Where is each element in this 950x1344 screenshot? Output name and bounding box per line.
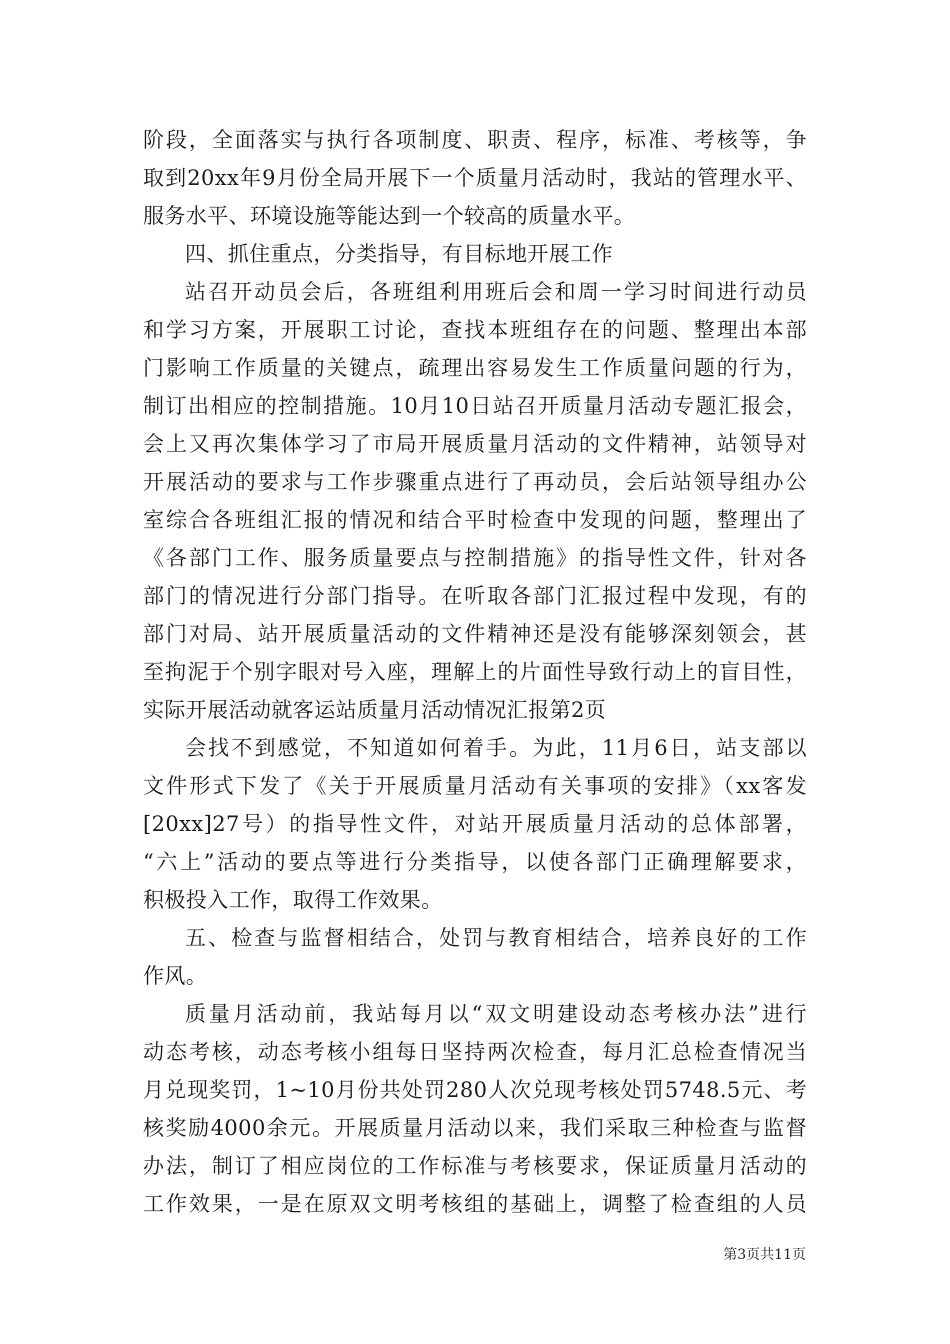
- text-line: 制订出相应的控制措施。10月10日站召开质量月活动专题汇报会，: [143, 394, 807, 418]
- text-line: 作风。: [143, 964, 208, 988]
- text-line: 积极投入工作，取得工作效果。: [143, 888, 443, 912]
- page-footer: 第3页共11页: [723, 1247, 806, 1263]
- text-line: 会上又再次集体学习了市局开展质量月活动的文件精神，站领导对: [143, 432, 807, 456]
- text-line: 部门的情况进行分部门指导。在听取各部门汇报过程中发现，有的: [143, 584, 807, 608]
- text-line: 月兑现奖罚，1~10月份共处罚280人次兑现考核处罚5748.5元、考: [143, 1078, 807, 1102]
- text-line: 阶段，全面落实与执行各项制度、职责、程序，标准、考核等，争: [143, 128, 807, 152]
- text-line: 《各部门工作、服务质量要点与控制措施》的指导性文件，针对各: [143, 546, 807, 570]
- text-line: 部门对局、站开展质量活动的文件精神还是没有能够深刻领会，甚: [143, 622, 807, 646]
- text-line: 核奖励4000余元。开展质量月活动以来，我们采取三种检查与监督: [143, 1116, 807, 1140]
- text-line: 门影响工作质量的关键点，疏理出容易发生工作质量问题的行为，: [143, 356, 807, 380]
- text-line: [20xx]27号）的指导性文件，对站开展质量月活动的总体部署，: [143, 812, 807, 836]
- text-line: 办法，制订了相应岗位的工作标准与考核要求，保证质量月活动的: [143, 1154, 807, 1178]
- text-line: 实际开展活动就客运站质量月活动情况汇报第2页: [143, 698, 607, 722]
- text-line: 会找不到感觉，不知道如何着手。为此，11月6日，站支部以: [185, 736, 807, 760]
- text-line: 四、抓住重点，分类指导，有目标地开展工作: [185, 242, 613, 266]
- text-line: 至拘泥于个别字眼对号入座，理解上的片面性导致行动上的盲目性，: [143, 660, 807, 684]
- text-line: 动态考核，动态考核小组每日坚持两次检查，每月汇总检查情况当: [143, 1040, 807, 1064]
- text-line: “六上”活动的要点等进行分类指导，以使各部门正确理解要求，: [143, 850, 807, 874]
- text-line: 工作效果，一是在原双文明考核组的基础上，调整了检查组的人员: [143, 1192, 807, 1216]
- text-line: 开展活动的要求与工作步骤重点进行了再动员，会后站领导组办公: [143, 470, 807, 494]
- text-line: 五、检查与监督相结合，处罚与教育相结合，培养良好的工作: [185, 926, 807, 950]
- text-line: 文件形式下发了《关于开展质量月活动有关事项的安排》（xx客发: [143, 774, 807, 798]
- text-line: 和学习方案，开展职工讨论，查找本班组存在的问题、整理出本部: [143, 318, 807, 342]
- text-line: 服务水平、环境设施等能达到一个较高的质量水平。: [143, 204, 636, 228]
- text-line: 质量月活动前，我站每月以“双文明建设动态考核办法”进行: [185, 1002, 807, 1026]
- text-line: 取到20xx年9月份全局开展下一个质量月活动时，我站的管理水平、: [143, 166, 807, 190]
- text-line: 室综合各班组汇报的情况和结合平时检查中发现的问题，整理出了: [143, 508, 807, 532]
- body-text: [143, 121, 807, 1223]
- text-line: 站召开动员会后，各班组利用班后会和周一学习时间进行动员: [185, 280, 807, 304]
